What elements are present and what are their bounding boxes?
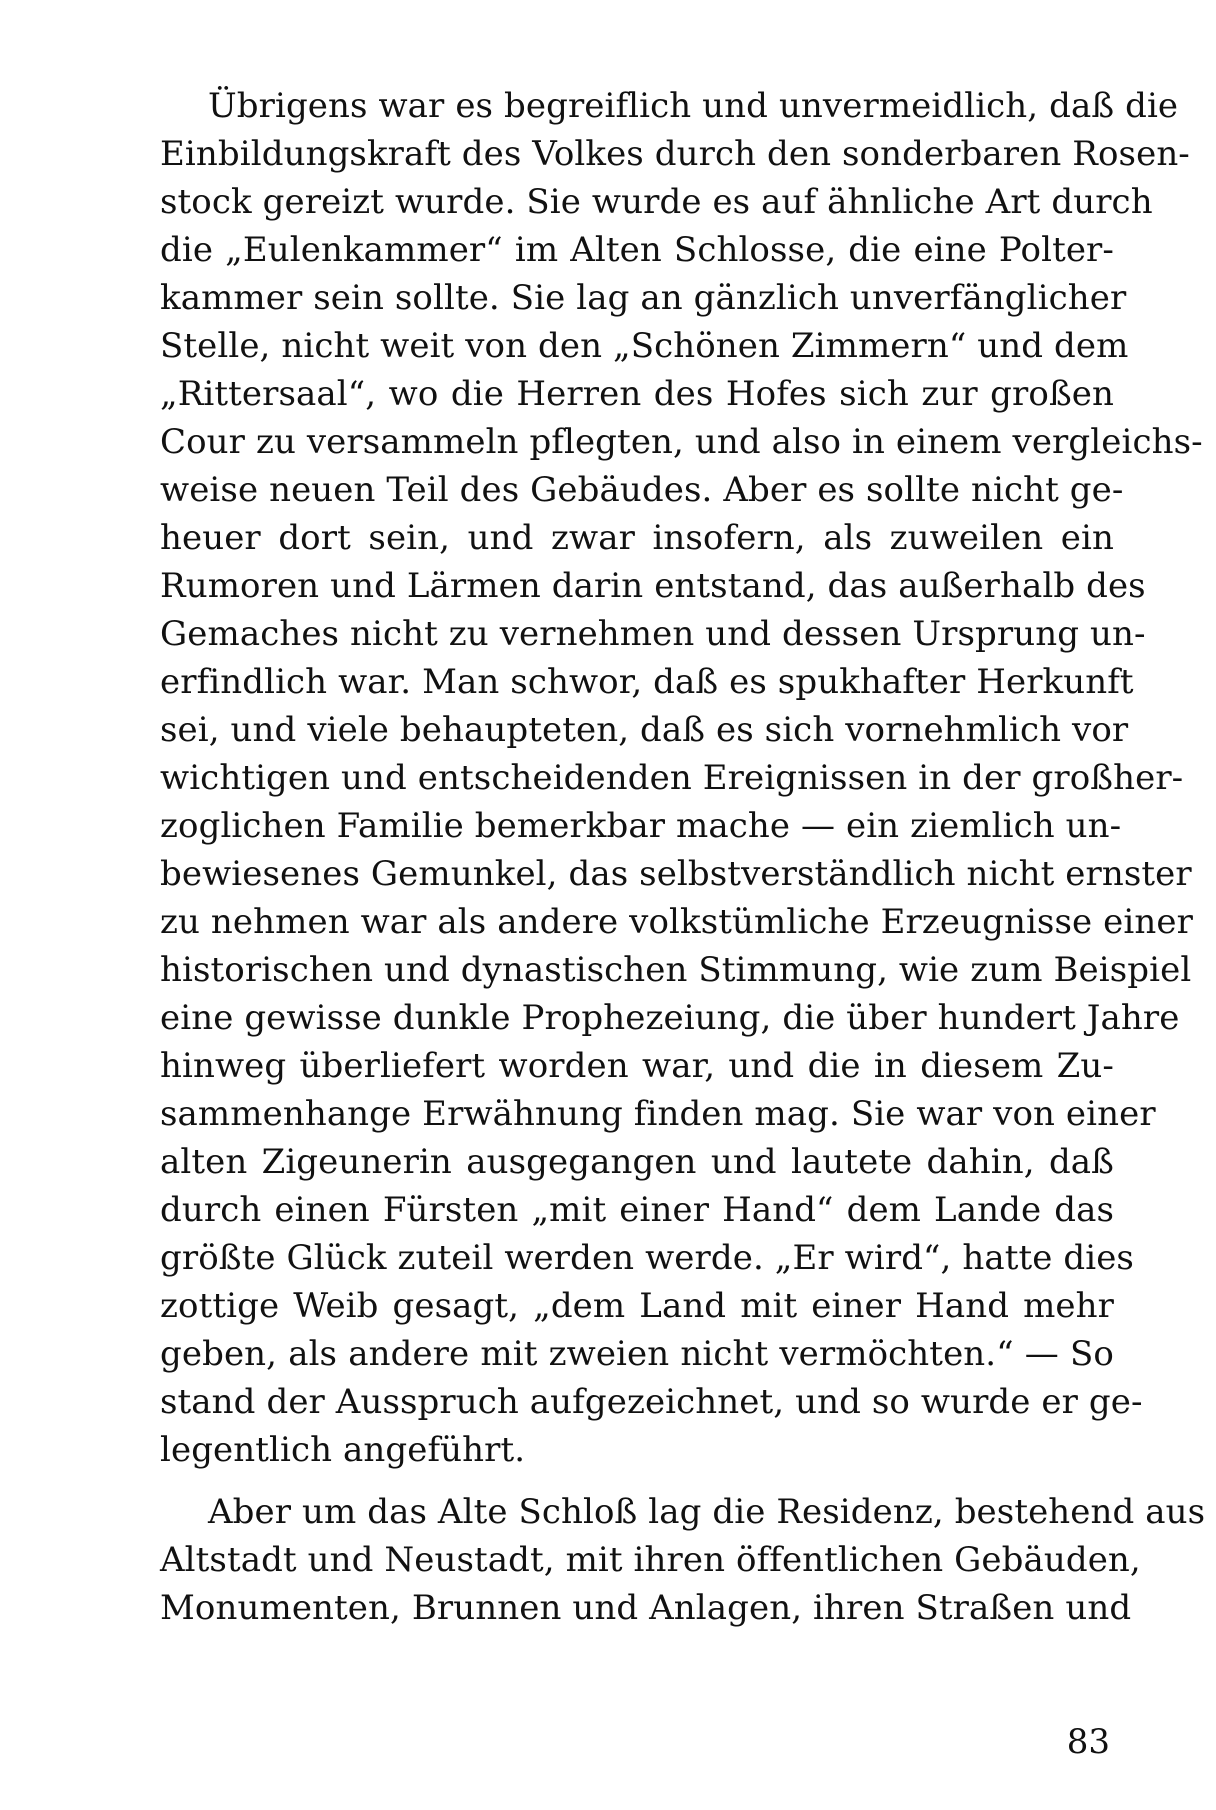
- text-line: bewiesenes Gemunkel, das selbstverständlich nicht ernster: [160, 854, 1192, 894]
- text-line: Aber um das Alte Schloß lag die Residenz, bestehend aus: [208, 1492, 1206, 1532]
- page-number: 83: [1066, 1722, 1110, 1762]
- text-line: alten Zigeunerin ausgegangen und lautete dahin, daß: [160, 1142, 1114, 1182]
- text-line: zottige Weib gesagt, „dem Land mit einer Hand mehr: [160, 1286, 1114, 1326]
- text-line: Übrigens war es begreiflich und unvermeidlich, daß die: [208, 86, 1179, 126]
- text-line: Einbildungskraft des Volkes durch den sonderbaren Rosen-: [160, 134, 1190, 174]
- text-line: durch einen Fürsten „mit einer Hand“ dem Lande das: [160, 1190, 1114, 1230]
- text-line: Altstadt und Neustadt, mit ihren öffentlichen Gebäuden,: [160, 1540, 1141, 1580]
- text-line: größte Glück zuteil werden werde. „Er wird“, hatte dies: [160, 1238, 1134, 1278]
- text-line: „Rittersaal“, wo die Herren des Hofes sich zur großen: [160, 374, 1114, 414]
- text-line: kammer sein sollte. Sie lag an gänzlich unverfänglicher: [160, 278, 1127, 318]
- text-line: eine gewisse dunkle Prophezeiung, die über hundert Jahre: [160, 998, 1180, 1038]
- text-line: sammenhange Erwähnung finden mag. Sie war von einer: [160, 1094, 1156, 1134]
- text-line: erfindlich war. Man schwor, daß es spukhafter Herkunft: [160, 662, 1134, 702]
- text-line: Cour zu versammeln pflegten, und also in einem vergleichs-: [160, 422, 1203, 462]
- text-line: weise neuen Teil des Gebäudes. Aber es sollte nicht ge-: [160, 470, 1124, 510]
- text-line: zoglichen Familie bemerkbar mache — ein ziemlich un-: [160, 806, 1122, 846]
- text-line: zu nehmen war als andere volkstümliche Erzeugnisse einer: [160, 902, 1193, 942]
- text-line: geben, als andere mit zweien nicht vermöchten.“ — So: [160, 1334, 1114, 1374]
- text-line: Stelle, nicht weit von den „Schönen Zimmern“ und dem: [160, 326, 1129, 366]
- text-line: heuer dort sein, und zwar insofern, als zuweilen ein: [160, 518, 1114, 558]
- paragraph-gap: [160, 1474, 1114, 1488]
- text-line: stock gereizt wurde. Sie wurde es auf ähnliche Art durch: [160, 182, 1153, 222]
- text-line: stand der Ausspruch aufgezeichnet, und so wurde er ge-: [160, 1382, 1143, 1422]
- paragraph-2: [160, 1488, 1206, 1632]
- text-line: die „Eulenkammer“ im Alten Schlosse, die eine Polter-: [160, 230, 1114, 270]
- body-text: [160, 82, 1206, 1632]
- text-line: sei, und viele behaupteten, daß es sich vornehmlich vor: [160, 710, 1129, 750]
- paragraph-1: [160, 82, 1203, 1474]
- text-line: hinweg überliefert worden war, und die in diesem Zu-: [160, 1046, 1114, 1086]
- text-line: Monumenten, Brunnen und Anlagen, ihren Straßen und: [160, 1588, 1132, 1628]
- text-line: legentlich angeführt.: [160, 1430, 526, 1470]
- text-line: Gemaches nicht zu vernehmen und dessen Ursprung un-: [160, 614, 1146, 654]
- text-line: wichtigen und entscheidenden Ereignissen in der großher-: [160, 758, 1184, 798]
- text-line: Rumoren und Lärmen darin entstand, das außerhalb des: [160, 566, 1146, 606]
- text-line: historischen und dynastischen Stimmung, wie zum Beispiel: [160, 950, 1192, 990]
